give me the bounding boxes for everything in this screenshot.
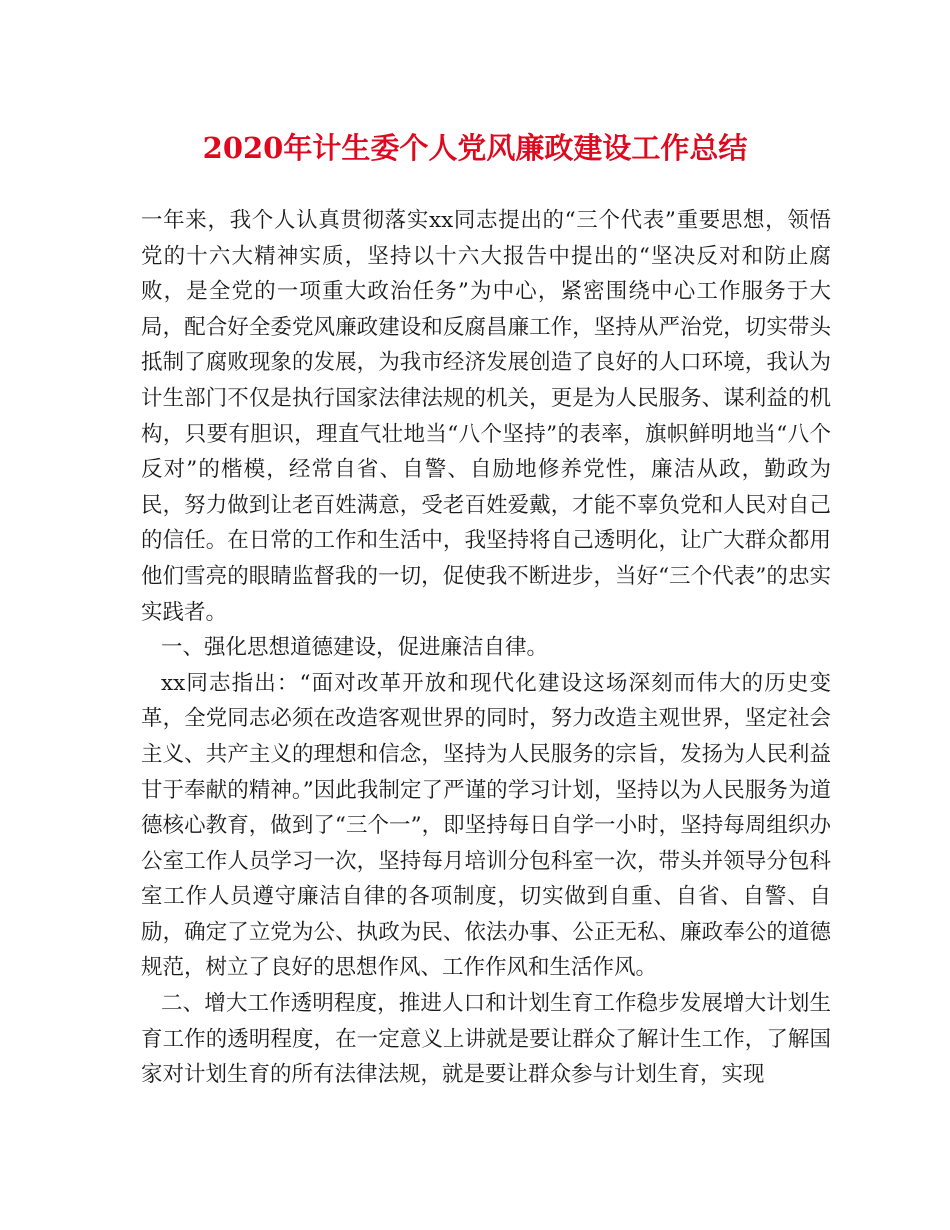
paragraph-section-1: xx同志指出：“面对改革开放和现代化建设这场深刻而伟大的历史变革，全党同志必须在改造客观世界的同时，努力改造主观世界，坚定社会主义、共产主义的理想和信念，坚持为人民服务的宗旨，发扬为人民利益甘于奉献的精神。”因此我制定了严谨的学习计划，坚持以为人民服务为道德核心教育，做到了“三个一”，即坚持每日自学一小时，坚持每周组织办公室工作人员学习一次，坚持每月培训分包科室一次，带头并领导分包科室工作人员遵守廉洁自律的各项制度，切实做到自重、自省、自警、自励，确定了立党为公、执政为民、依法办事、公正无私、廉政奉公的道德规范，树立了良好的思想作风、工作作风和生活作风。 (141, 670, 831, 981)
section-heading-1: 一、强化思想道德建设，促进廉洁自律。 (161, 635, 549, 661)
document-body (141, 203, 831, 1093)
paragraph-intro: 一年来，我个人认真贯彻落实xx同志提出的“三个代表”重要思想，领悟党的十六大精神实质，坚持以十六大报告中提出的“坚决反对和防止腐败，是全党的一项重大政治任务”为中心，紧密围绕中心工作服务于大局，配合好全委党风廉政建设和反腐昌廉工作，坚持从严治党，切实带头抵制了腐败现象的发展，为我市经济发展创造了良好的人口环境，我认为计生部门不仅是执行国家法律法规的机关，更是为人民服务、谋利益的机构，只要有胆识，理直气壮地当“八个坚持”的表率，旗帜鲜明地当“八个反对”的楷模，经常自省、自警、自励地修养党性，廉洁从政，勤政为民，努力做到让老百姓满意，受老百姓爱戴，才能不辜负党和人民对自己的信任。在日常的工作和生活中，我坚持将自己透明化，让广大群众都用他们雪亮的眼睛监督我的一切，促使我不断进步，当好“三个代表”的忠实实践者。 (141, 208, 831, 625)
document-title: 2020年计生委个人党风廉政建设工作总结 (202, 131, 748, 165)
section-heading-2: 二、增大工作透明程度，推进人口和计划生育工作稳步发展增大计划生育工作的透明程度，在一定意义上讲就是要让群众了解计生工作，了解国家对计划生育的所有法律法规，就是要让群众参与计划生育，实现 (141, 991, 831, 1088)
